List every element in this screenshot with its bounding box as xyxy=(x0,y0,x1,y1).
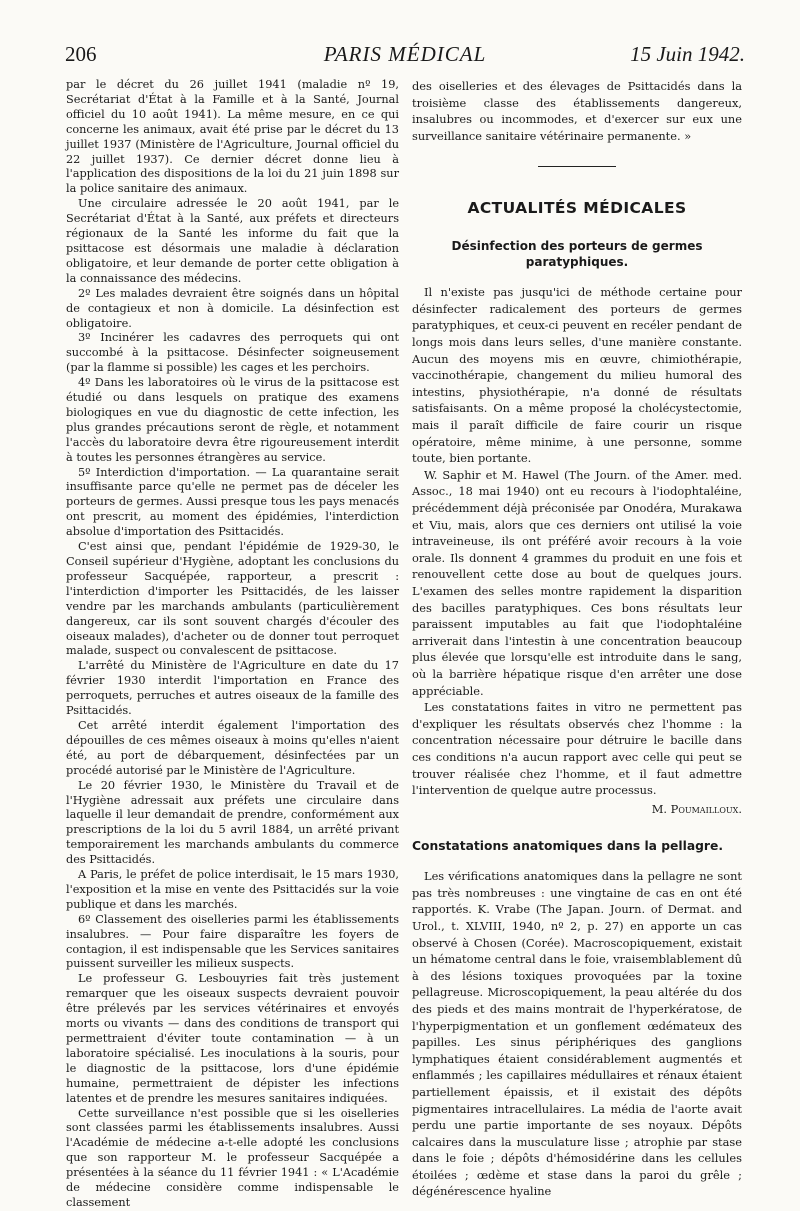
paragraph: Le professeur G. Lesbouyries fait très justement remarquer que les oiseaux suspects devraient pouvoir être prélevés par les services vétérinaires et envoyés morts ou vivants — dans des conditions de transport qui permettraient d'éviter toute contamination — à un laboratoire spécialisé. Les inoculations à la souris, pour le diagnostic de la psittacose, lors d'une épidémie humaine, permettraient de dépister les infections latentes et de prendre les mesures sanitaires indiquées. xyxy=(66,972,399,1105)
author-signature: M. Poumailloux. xyxy=(651,801,742,816)
right-column xyxy=(412,78,742,1200)
paragraph: 4º Dans les laboratoires où le virus de la psittacose est étudié ou dans lesquels on pratique des examens biologiques en vue du diagnostic de cette infection, les plus grandes précautions seront de règle, et notamment l'accès du laboratoire devra être rigoureusement interdit à toutes les personnes étrangères au service. xyxy=(66,376,399,464)
paragraph: A Paris, le préfet de police interdisait, le 15 mars 1930, l'exposition et la mise en vente des Psittacidés sur la voie publique et dans les marchés. xyxy=(66,868,399,911)
paragraph: 3º Incinérer les cadavres des perroquets qui ont succombé à la psittacose. Désinfecter soigneusement (par la flamme si possible) les cages et les perchoirs. xyxy=(66,331,399,375)
paragraph: W. Saphir et M. Hawel (The Journ. of the Amer. med. Assoc., 18 mai 1940) ont eu recours à l'iodophtaléine, précédemment déjà préconisée par Onodéra, Murakawa et Viu, mais, alors que ces derniers ont utilisé la voie intraveineuse, ils ont préféré avoir recours à la voie orale. Ils donnent 4 grammes du produit en une fois et renouvellent cette dose au bout de quelques jours. L'examen des selles montre rapidement la disparition des bacilles paratyphiques. Ces bons résultats leur paraissent imputables au fait que l'iodophtaléine arriverait dans l'intestin à une concentration beaucoup plus élevée que lorsqu'elle est introduite dans le sang, où la barrière hépatique risque d'en arrêter une dose appréciable. xyxy=(412,467,742,698)
issue-date: 15 Juin 1942. xyxy=(630,42,745,66)
article-title: Constatations anatomiques dans la pellagre. xyxy=(412,839,723,854)
paragraph: Une circulaire adressée le 20 août 1941, par le Secrétariat d'État à la Santé, aux préfets et directeurs régionaux de la Santé les informe du fait que la psittacose est désormais une maladie à déclaration obligatoire, et leur demande de porter cette obligation à la connaissance des médecins. xyxy=(66,197,399,285)
journal-title: PARIS MÉDICAL xyxy=(323,42,487,66)
paragraph: Il n'existe pas jusqu'ici de méthode certaine pour désinfecter radicalement des porteurs de germes paratyphiques, et ceux-ci peuvent en recéler pendant de longs mois dans leurs selles, d'une manière constante. Aucun des moyens mis en œuvre, chimiothérapie, vaccinothérapie, changement du milieu humoral des intestins, physiothérapie, n'a donné de résultats satisfaisants. On a même proposé la cholécystectomie, mais il paraît difficile de faire courir un risque opératoire, même minime, à une personne, somme toute, bien portante. xyxy=(412,285,742,466)
paragraph: 2º Les malades devraient être soignés dans un hôpital de contagieux et non à domicile. La désinfection est obligatoire. xyxy=(66,286,399,330)
paragraph: L'arrêté du Ministère de l'Agriculture en date du 17 février 1930 interdit l'importation en France des perroquets, perruches et autres oiseaux de la famille des Psittacidés. xyxy=(66,659,399,718)
paragraph: par le décret du 26 juillet 1941 (maladie nº 19, Secrétariat d'État à la Famille et à la Santé, Journal officiel du 10 août 1941). La même mesure, en ce qui concerne les animaux, avait été prise par le décret du 13 juillet 1937 (Ministère de l'Agriculture, Journal officiel du 22 juillet 1937). Ce dernier décret donne lieu à l'application des dispositions de la loi du 21 juin 1898 sur la police sanitaire des animaux. xyxy=(66,78,399,196)
paragraph: Cette surveillance n'est possible que si les oiselleries sont classées parmi les établissements insalubres. Aussi l'Académie de médecine a-t-elle adopté les conclusions que son rapporteur M. le professeur Sacquépée a présentées à la séance du 11 février 1941 : « L'Académie de médecine considère comme indispensable le classement xyxy=(66,1106,399,1209)
paragraph: Cet arrêté interdit également l'importation des dépouilles de ces mêmes oiseaux à moins qu'elles n'aient été, au port de débarquement, désinfectées par un procédé autorisé par le Ministère de l'Agriculture. xyxy=(66,718,399,777)
page-header xyxy=(65,42,745,72)
section-title: ACTUALITÉS MÉDICALES xyxy=(467,199,687,218)
paragraph: Les constatations faites in vitro ne permettent pas d'expliquer les résultats observés chez l'homme : la concentration nécessaire pour détruire le bacille dans ces conditions n'a aucun rapport avec celle qui peut se trouver réalisée chez l'homme, et il faut admettre l'intervention de quelque autre processus. xyxy=(412,700,742,798)
paragraph: 6º Classement des oiselleries parmi les établissements insalubres. — Pour faire disparaître les foyers de contagion, il est indispensable que les Services sanitaires puissent surveiller les milieux suspects. xyxy=(66,912,399,971)
paragraph: des oiselleries et des élevages de Psittacidés dans la troisième classe des établissements dangereux, insalubres ou incommodes, et d'exercer sur eux une surveillance sanitaire vétérinaire permanente. » xyxy=(412,79,742,143)
article-title: Désinfection des porteurs de germes paratyphiques. xyxy=(451,239,703,270)
paragraph: Les vérifications anatomiques dans la pellagre ne sont pas très nombreuses : une vingtaine de cas en ont été rapportés. K. Vrabe (The Japan. Journ. of Dermat. and Urol., t. XLVIII, 1940, nº 2, p. 27) en apporte un cas observé à Chosen (Corée). Macroscopiquement, existait un hématome central dans le foie, vraisemblablement dû à des lésions toxiques provoquées par la toxine pellagreuse. Microscopiquement, la peau altérée du dos des pieds et des mains montrait de l'hyperkératose, de l'hyperpigmentation et un gonflement œdémateux des papilles. Les sinus périphériques des ganglions lymphatiques étaient considérablement augmentés et enflammés ; les capillaires médullaires et rénaux étaient partiellement épaissis, et il existait des dépôts pigmentaires intracellulaires. La média de l'aorte avait perdu une partie importante de ses noyaux. Dépôts calcaires dans la musculature lisse ; atrophie par stase dans le foie ; dépôts d'hémosidérine dans les cellules étoilées ; œdème et stase dans la paroi du grêle ; dégénérescence hyaline xyxy=(412,869,742,1199)
section-divider xyxy=(538,166,616,167)
paragraph: 5º Interdiction d'importation. — La quarantaine serait insuffisante parce qu'elle ne permet pas de déceler les porteurs de germes. Aussi presque tous les pays menacés ont prescrit, au moment des épidémies, l'interdiction absolue d'importation des Psittacidés. xyxy=(66,465,399,539)
paragraph: Le 20 février 1930, le Ministère du Travail et de l'Hygiène adressait aux préfets une circulaire dans laquelle il leur demandait de prendre, conformément aux prescriptions de la loi du 5 avril 1884, un arrêté privant temporairement les marchands ambulants du commerce des Psittacidés. xyxy=(66,778,399,867)
left-column xyxy=(66,78,399,1211)
page-number: 206 xyxy=(65,42,97,66)
paragraph: C'est ainsi que, pendant l'épidémie de 1929-30, le Conseil supérieur d'Hygiène, adoptant les conclusions du professeur Sacquépée, rapporteur, a prescrit : l'interdiction d'importer les Psittacidés, de les laisser vendre par les marchands ambulants (particulièrement dangereux, car ils sont souvent chargés d'écouler des oiseaux malades), d'acheter ou de donner tout perroquet malade, suspect ou convalescent de psittacose. xyxy=(66,540,399,658)
